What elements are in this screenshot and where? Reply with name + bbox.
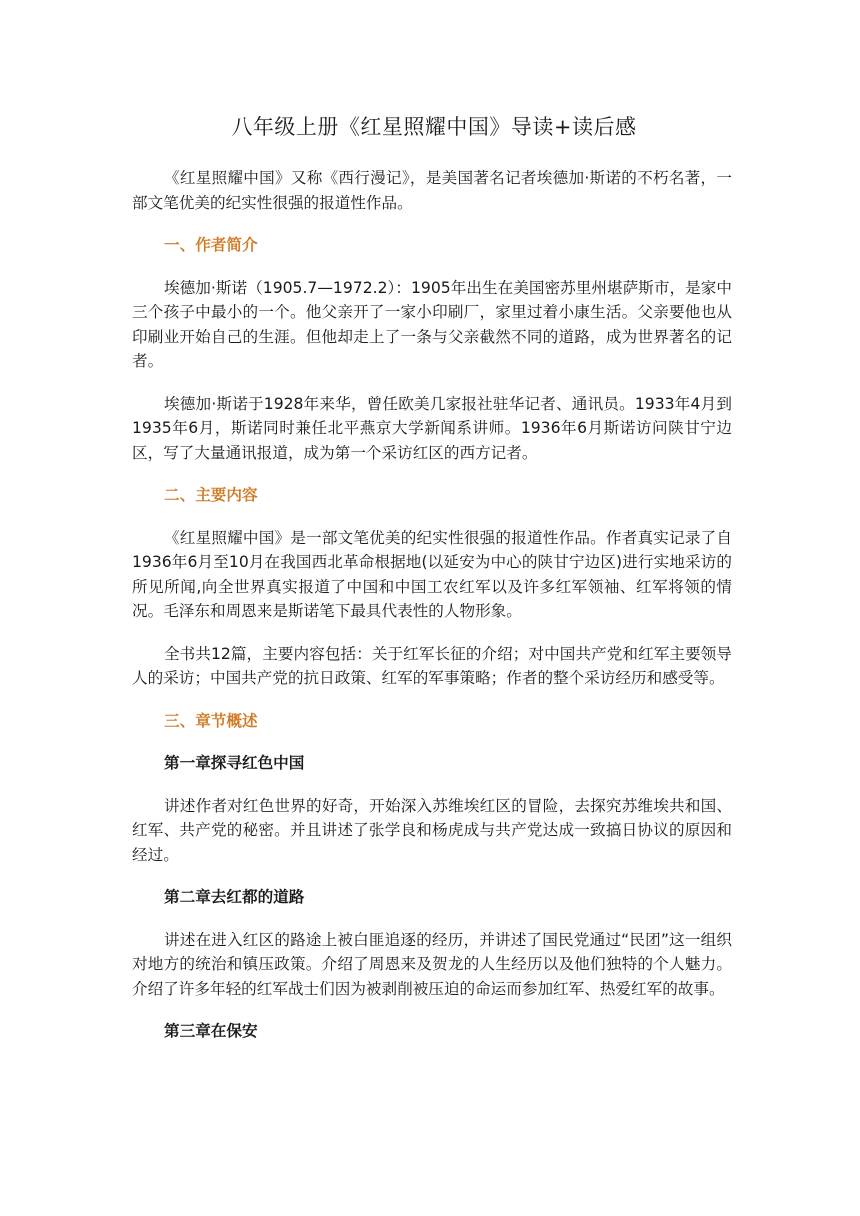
chapter-1-text: 讲述作者对红色世界的好奇，开始深入苏维埃红区的冒险，去探究苏维埃共和国、红军、共产党的秘密。并且讲述了张学良和杨虎成与共产党达成一致搞日协议的原因和经过。 xyxy=(132,796,732,864)
section-heading-author: 一、作者简介 xyxy=(164,236,258,254)
section-heading-chapters: 三、章节概述 xyxy=(164,711,258,730)
chapter-2-title: 第二章去红都的道路 xyxy=(164,888,305,906)
chapter-1-title: 第一章探寻红色中国 xyxy=(164,754,305,772)
content-paragraph-2: 全书共12篇，主要内容包括：关于红军长征的介绍；对中国共产党和红军主要领导人的采访；中国共产党的抗日政策、红军的军事策略；作者的整个采访经历和感受等。 xyxy=(132,644,732,687)
section-heading-content: 二、主要内容 xyxy=(164,486,258,504)
author-paragraph-2: 埃德加·斯诺于1928年来华，曾任欧美几家报社驻华记者、通讯员。1933年4月到1935年6月，斯诺同时兼任北平燕京大学新闻系讲师。1936年6月斯诺访问陕甘宁边区，写了大量通讯报道，成为第一个采访红区的西方记者。 xyxy=(132,394,732,462)
document-title: 八年级上册《红星照耀中国》导读+读后感 xyxy=(231,115,637,139)
content-paragraph-1: 《红星照耀中国》是一部文笔优美的纪实性很强的报道性作品。作者真实记录了自1936年6月至10月在我国西北革命根据地(以延安为中心的陕甘宁边区)进行实地采访的所见所闻,向全世界真实报道了中国和中国工农红军以及许多红军领袖、红军将领的情况。毛泽东和周恩来是斯诺笔下最具代表性的人物形象。 xyxy=(132,528,732,620)
author-paragraph-1: 埃德加·斯诺（1905.7—1972.2）：1905年出生在美国密苏里州堪萨斯市，是家中三个孩子中最小的一个。他父亲开了一家小印刷厂，家里过着小康生活。父亲要他也从印刷业开始自己的生涯。但他却走上了一条与父亲截然不同的道路，成为世界著名的记者。 xyxy=(132,278,732,370)
chapter-2-text: 讲述在进入红区的路途上被白匪追逐的经历，并讲述了国民党通过“民团”这一组织对地方的统治和镇压政策。介绍了周恩来及贺龙的人生经历以及他们独特的个人魅力。介绍了许多年轻的红军战士们因为被剥削被压迫的命运而参加红军、热爱红军的故事。 xyxy=(132,930,732,998)
intro-paragraph: 《红星照耀中国》又称《西行漫记》，是美国著名记者埃德加·斯诺的不朽名著，一部文笔优美的纪实性很强的报道性作品。 xyxy=(132,169,732,212)
chapter-3-title: 第三章在保安 xyxy=(164,1022,258,1040)
